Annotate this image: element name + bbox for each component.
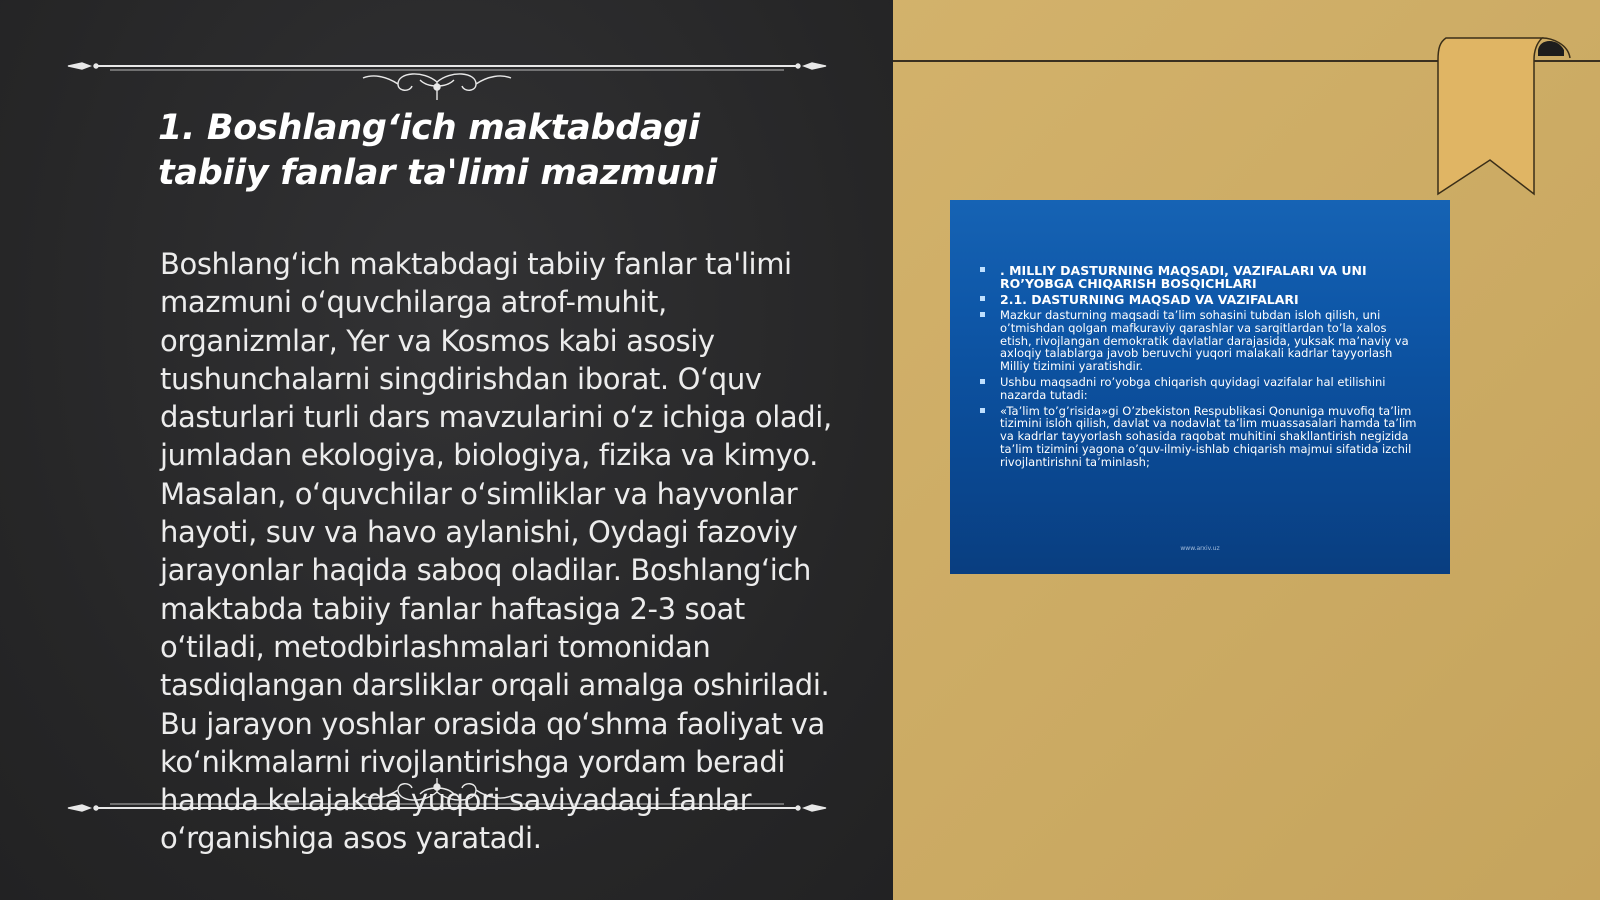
bookmark-ribbon-icon <box>1432 36 1570 198</box>
embedded-slide-item: 2.1. DASTURNING MAQSAD VA VAZIFALARI <box>980 293 1420 306</box>
embedded-slide-footer: www.arxiv.uz <box>1180 545 1220 552</box>
embedded-slide-item: . MILLIY DASTURNING MAQSADI, VAZIFALARI VA UNI RO’YOBGA CHIQARISH BOSQICHLARI <box>980 264 1420 290</box>
embedded-slide-item: Mazkur dasturning maqsadi ta’lim sohasini tubdan isloh qilish, uni o’tmishdan qolgan mafkuraviy qarashlar va sarqitlardan to’la xalos etish, rivojlangan demokratik davlatlar darajasida, yuksak ma’naviy va axloqiy talablarga javob beruvchi yuqori malakali kadrlar tayyorlash Milliy tizimini yaratishdir. <box>980 309 1420 373</box>
embedded-slide-item: «Ta’lim to’g’risida»gi O’zbekiston Respublikasi Qonuniga muvofiq ta’lim tizimini isloh qilish, davlat va nodavlat ta’lim muassasalari hamda ta’lim va kadrlar tayyorlash sohasida raqobat muhitini shakllantirish negizida ta’lim tizimini yagona o’quv-ilmiy-ishlab chiqarish majmui sifatida izchil rivojlantirishni ta’minlash; <box>980 405 1420 469</box>
slide-title: 1. Boshlang‘ich maktabdagi tabiiy fanlar ta'limi mazmuni <box>158 108 717 193</box>
slide-body-text: Boshlang‘ich maktabdagi tabiiy fanlar ta'limi mazmuni o‘quvchilarga atrof-muhit, organizmlar, Yer va Kosmos kabi asosiy tushunchalarni singdirishdan iborat. O‘quv dasturlari turli dars mavzularini o‘z ichiga oladi, jumladan ekologiya, biologiya, fizika va kimyo. Masalan, o‘quvchilar o‘simliklar va hayvonlar hayoti, suv va havo aylanishi, Oydagi fazoviy jarayonlar haqida saboq oladilar. Boshlang‘ich maktabda tabiiy fanlar haftasiga 2-3 soat o‘tiladi, metodbirlashmalari tomonidan tasdiqlangan darsliklar orqali amalga oshiriladi. Bu jarayon yoshlar orasida qo‘shma faoliyat va ko‘nikmalarni rivojlantirishga yordam beradi hamda kelajakda yuqori saviyadagi fanlar o‘rganishiga asos yaratadi. <box>160 247 832 856</box>
embedded-slide-item: Ushbu maqsadni ro’yobga chiqarish quyidagi vazifalar hal etilishini nazarda tutadi: <box>980 376 1420 402</box>
embedded-slide-image <box>950 200 1450 574</box>
ornamental-divider-top-icon <box>68 40 826 100</box>
embedded-slide-bullets <box>980 264 1420 472</box>
